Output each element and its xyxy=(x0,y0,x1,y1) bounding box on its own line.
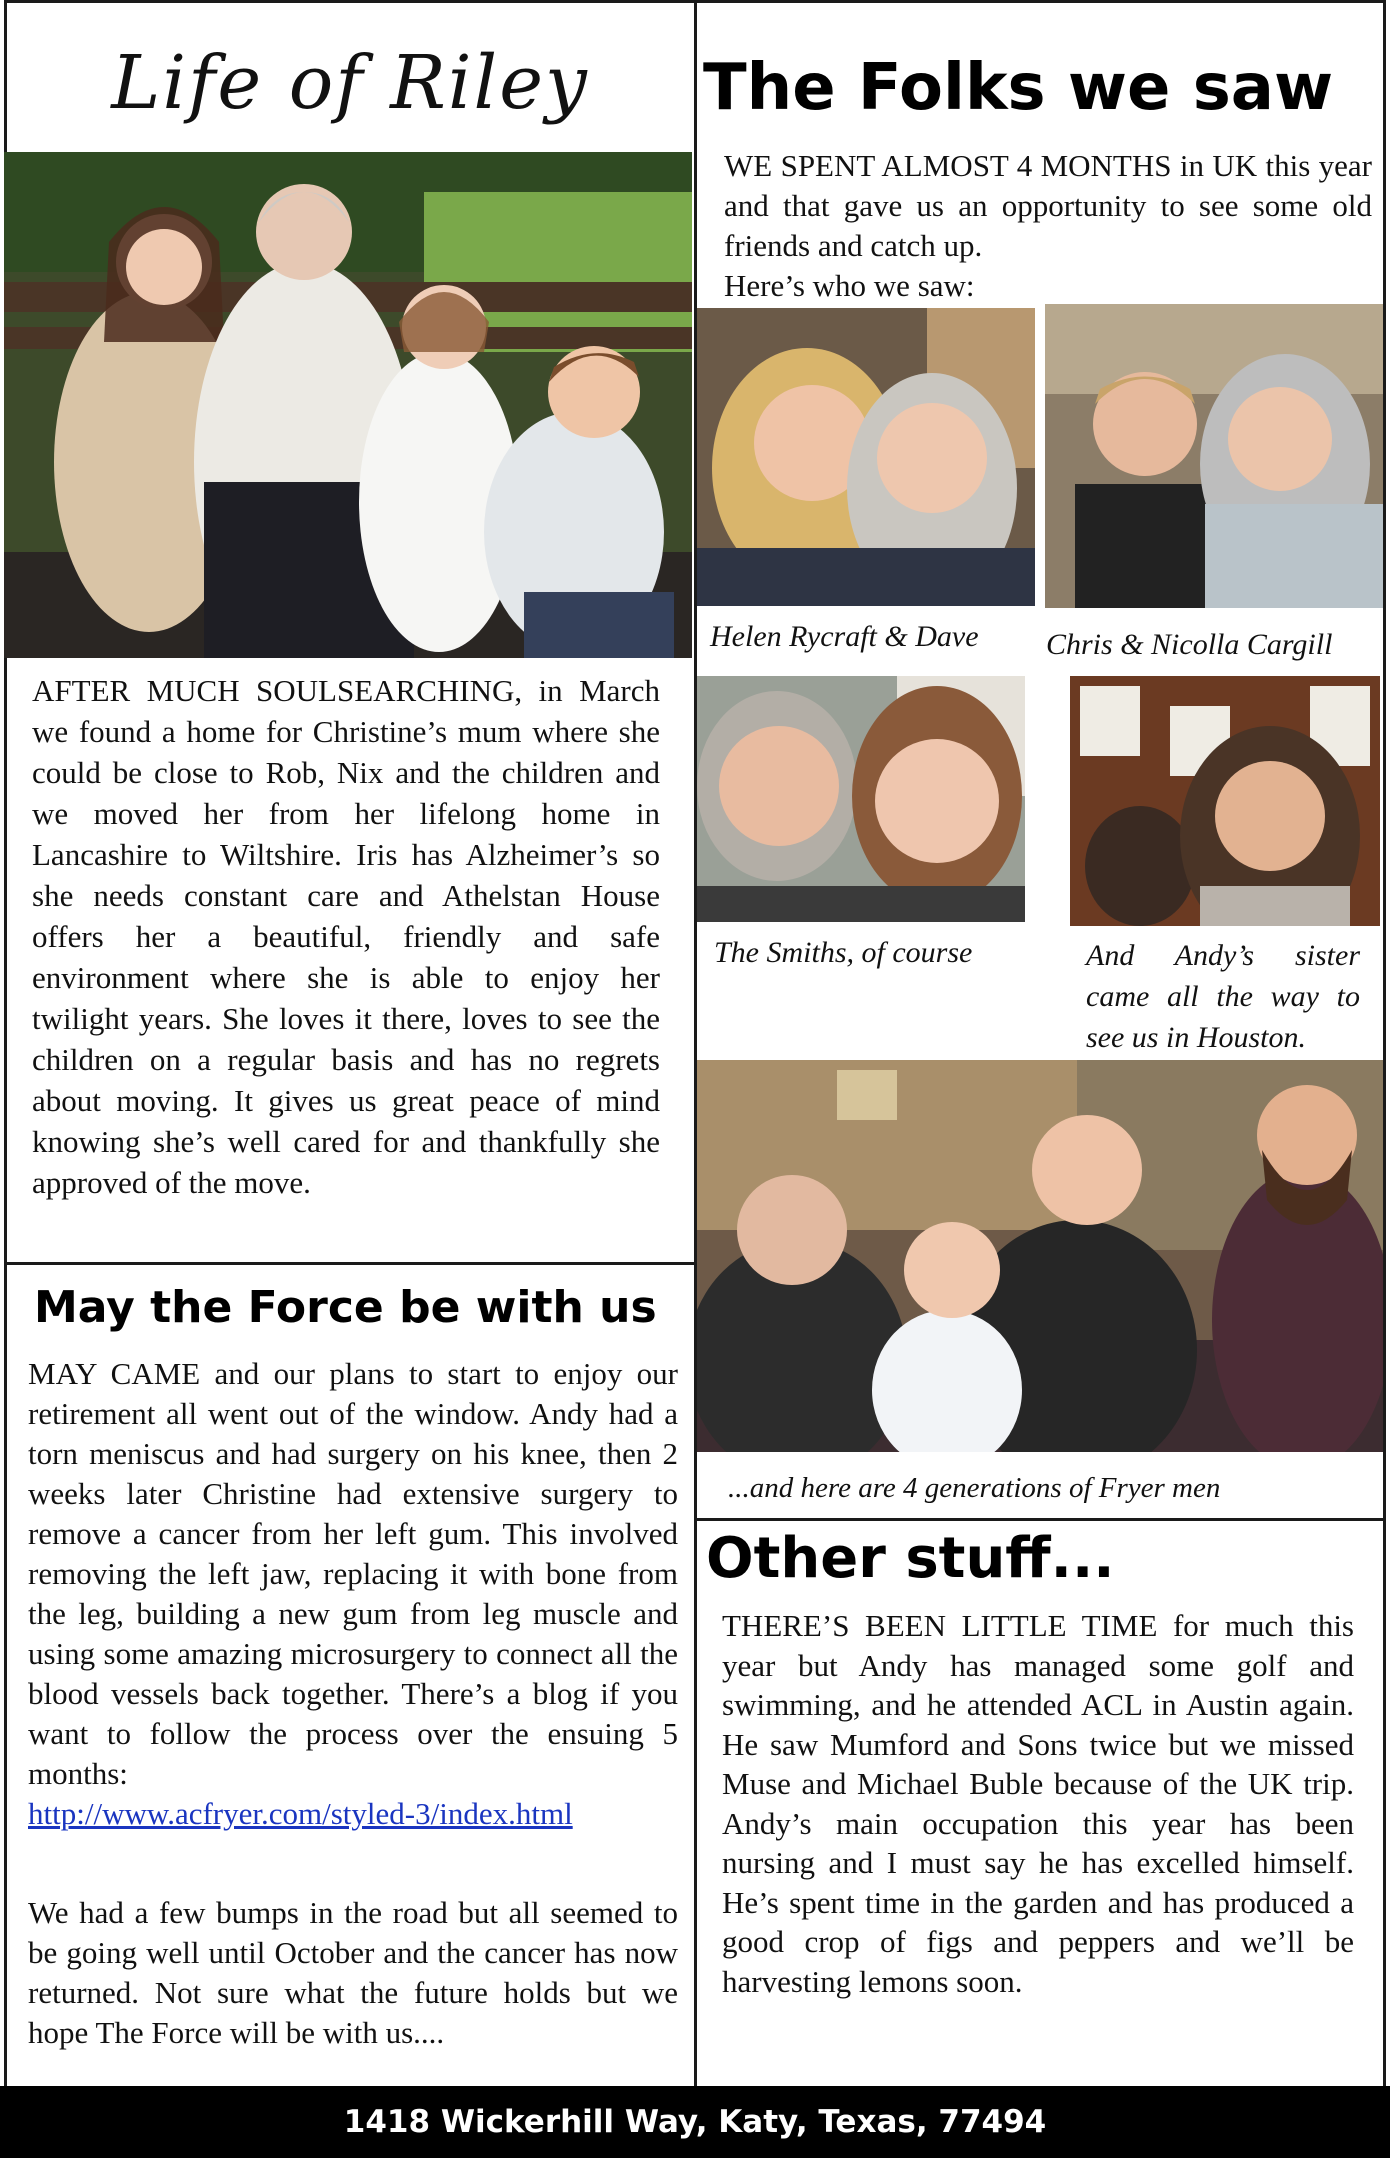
left-section-divider xyxy=(4,1262,694,1265)
four-generations-caption: ...and here are 4 generations of Fryer men xyxy=(728,1472,1221,1504)
andys-sister-photo xyxy=(1070,676,1380,926)
smiths-caption: The Smiths, of course xyxy=(714,936,973,969)
folks-intro-line2: Here’s who we saw: xyxy=(724,268,975,303)
force-paragraph-1-text: MAY CAME and our plans to start to enjoy our retirement all went out of the window. Andy had a torn meniscus and had surgery on his knee, then 2 weeks later Christine had extensive surgery to remove a cancer from her left gum. This involved removing the left jaw, replacing it with bone from the leg, building a new gum from leg muscle and using some amazing microsurgery to connect all the blood vessels back together. There’s a blog if you want to follow the process over the ensuing 5 months: xyxy=(28,1356,678,1791)
iris-story: AFTER MUCH SOULSEARCHING, in March we found a home for Christine’s mum where she could be close to Rob, Nix and the children and we moved her from her lifelong home in Lancashire to Wiltshire. Iris has Alzheimer’s so she needs constant care and Athelstan House offers her a beautiful, friendly and safe environment where she is able to enjoy her twilight years. She loves it there, loves to see the children on a regular basis and has no regrets about moving. It gives us great peace of mind knowing she’s well cared for and thankfully she approved of the move. xyxy=(32,673,660,1200)
helen-dave-caption: Helen Rycraft & Dave xyxy=(710,620,979,653)
folks-intro xyxy=(724,146,1372,306)
right-border xyxy=(1383,0,1386,2086)
force-section-title: May the Force be with us xyxy=(34,1282,657,1333)
blog-link[interactable]: http://www.acfryer.com/styled-3/index.html xyxy=(28,1796,573,1831)
chris-nicolla-caption: Chris & Nicolla Cargill xyxy=(1046,628,1333,661)
life-of-riley-title: Life of Riley xyxy=(111,40,589,126)
four-generations-photo xyxy=(697,1060,1383,1452)
helen-dave-photo xyxy=(697,308,1035,606)
family-photo xyxy=(4,152,692,658)
top-border xyxy=(4,0,1386,3)
chris-nicolla-photo xyxy=(1045,304,1383,608)
other-stuff-title: Other stuff... xyxy=(706,1526,1115,1591)
andys-sister-caption: And Andy’s sister came all the way to see us in Houston. xyxy=(1086,939,1360,1054)
force-paragraph-2: We had a few bumps in the road but all seemed to be going well until October and the cancer has now returned. Not sure what the future holds but we hope The Force will be with us.... xyxy=(28,1895,678,2050)
smiths-photo xyxy=(697,676,1025,922)
footer-address: 1418 Wickerhill Way, Katy, Texas, 77494 xyxy=(0,2086,1390,2158)
force-paragraph-1 xyxy=(28,1354,678,1834)
right-section-divider xyxy=(697,1518,1383,1521)
folks-intro-text: WE SPENT ALMOST 4 MONTHS in UK this year and that gave us an opportunity to see some old friends and catch up. xyxy=(724,148,1372,263)
folks-section-title: The Folks we saw xyxy=(703,51,1334,125)
other-stuff-text: THERE’S BEEN LITTLE TIME for much this year but Andy has managed some golf and swimming, and he attended ACL in Austin again. He saw Mumford and Sons twice but we missed Muse and Michael Buble because of the UK trip. Andy’s main occupation this year has been nursing and I must say he has excelled himself. He’s spent time in the garden and has produced a good crop of figs and peppers and we’ll be harvesting lemons soon. xyxy=(722,1608,1354,1999)
